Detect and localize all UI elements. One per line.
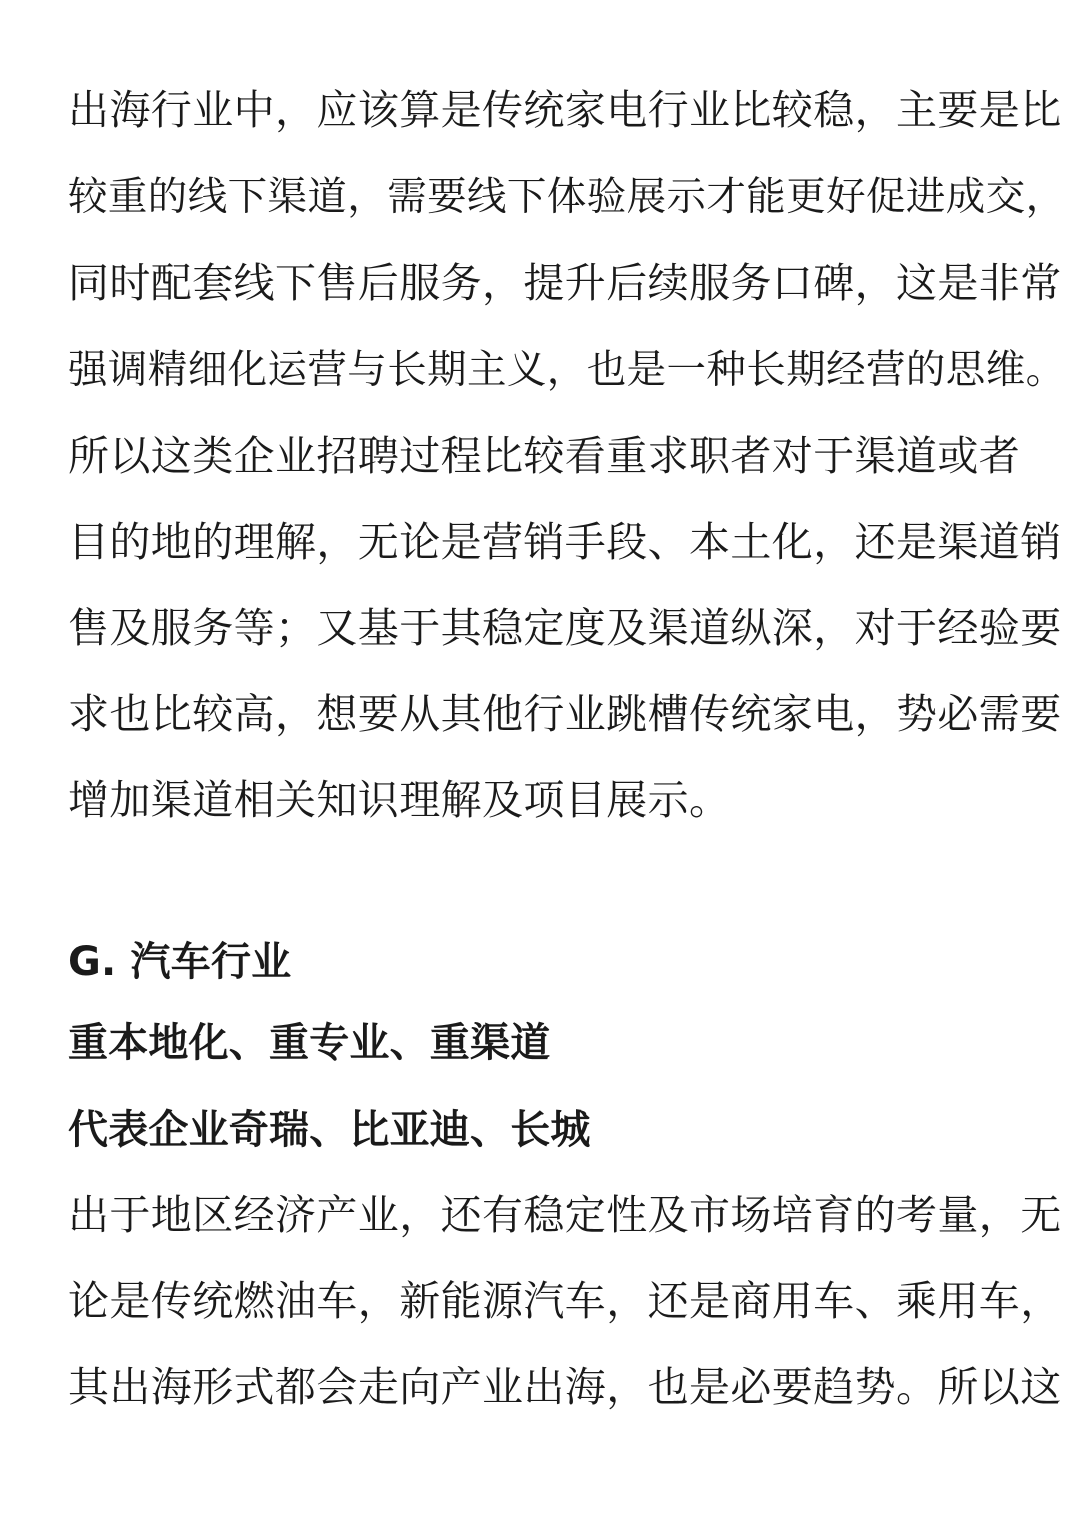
paragraph-1-line-6: 目的地的理解，无论是营销手段、本土化，还是渠道销 [68, 518, 1062, 566]
paragraph-2-line-3: 其出海形式都会走向产业出海，也是必要趋势。所以这 [68, 1363, 1062, 1411]
paragraph-1-line-4: 强调精细化运营与长期主义，也是一种长期经营的思维。 [68, 347, 1066, 393]
section-heading: G. 汽车行业 [68, 939, 292, 985]
paragraph-1-line-7: 售及服务等；又基于其稳定度及渠道纵深，对于经验要 [68, 604, 1062, 652]
paragraph-2-line-1: 出于地区经济产业，还有稳定性及市场培育的考量，无 [68, 1191, 1062, 1239]
section-subheading: 重本地化、重专业、重渠道 [68, 1020, 551, 1066]
paragraph-1-line-5: 所以这类企业招聘过程比较看重求职者对于渠道或者 [68, 432, 1021, 480]
paragraph-1-line-3: 同时配套线下售后服务，提升后续服务口碑，这是非常 [68, 259, 1062, 307]
paragraph-1-line-1: 出海行业中，应该算是传统家电行业比较稳，主要是比 [68, 86, 1062, 134]
representative-companies: 代表企业奇瑞、比亚迪、长城 [68, 1107, 591, 1153]
paragraph-2-line-2: 论是传统燃油车，新能源汽车，还是商用车、乘用车， [68, 1277, 1062, 1325]
paragraph-1-line-2: 较重的线下渠道，需要线下体验展示才能更好促进成交， [68, 174, 1066, 220]
paragraph-1-line-8: 求也比较高，想要从其他行业跳槽传统家电，势必需要 [68, 690, 1062, 738]
paragraph-1-line-9: 增加渠道相关知识理解及项目展示。 [68, 776, 731, 824]
